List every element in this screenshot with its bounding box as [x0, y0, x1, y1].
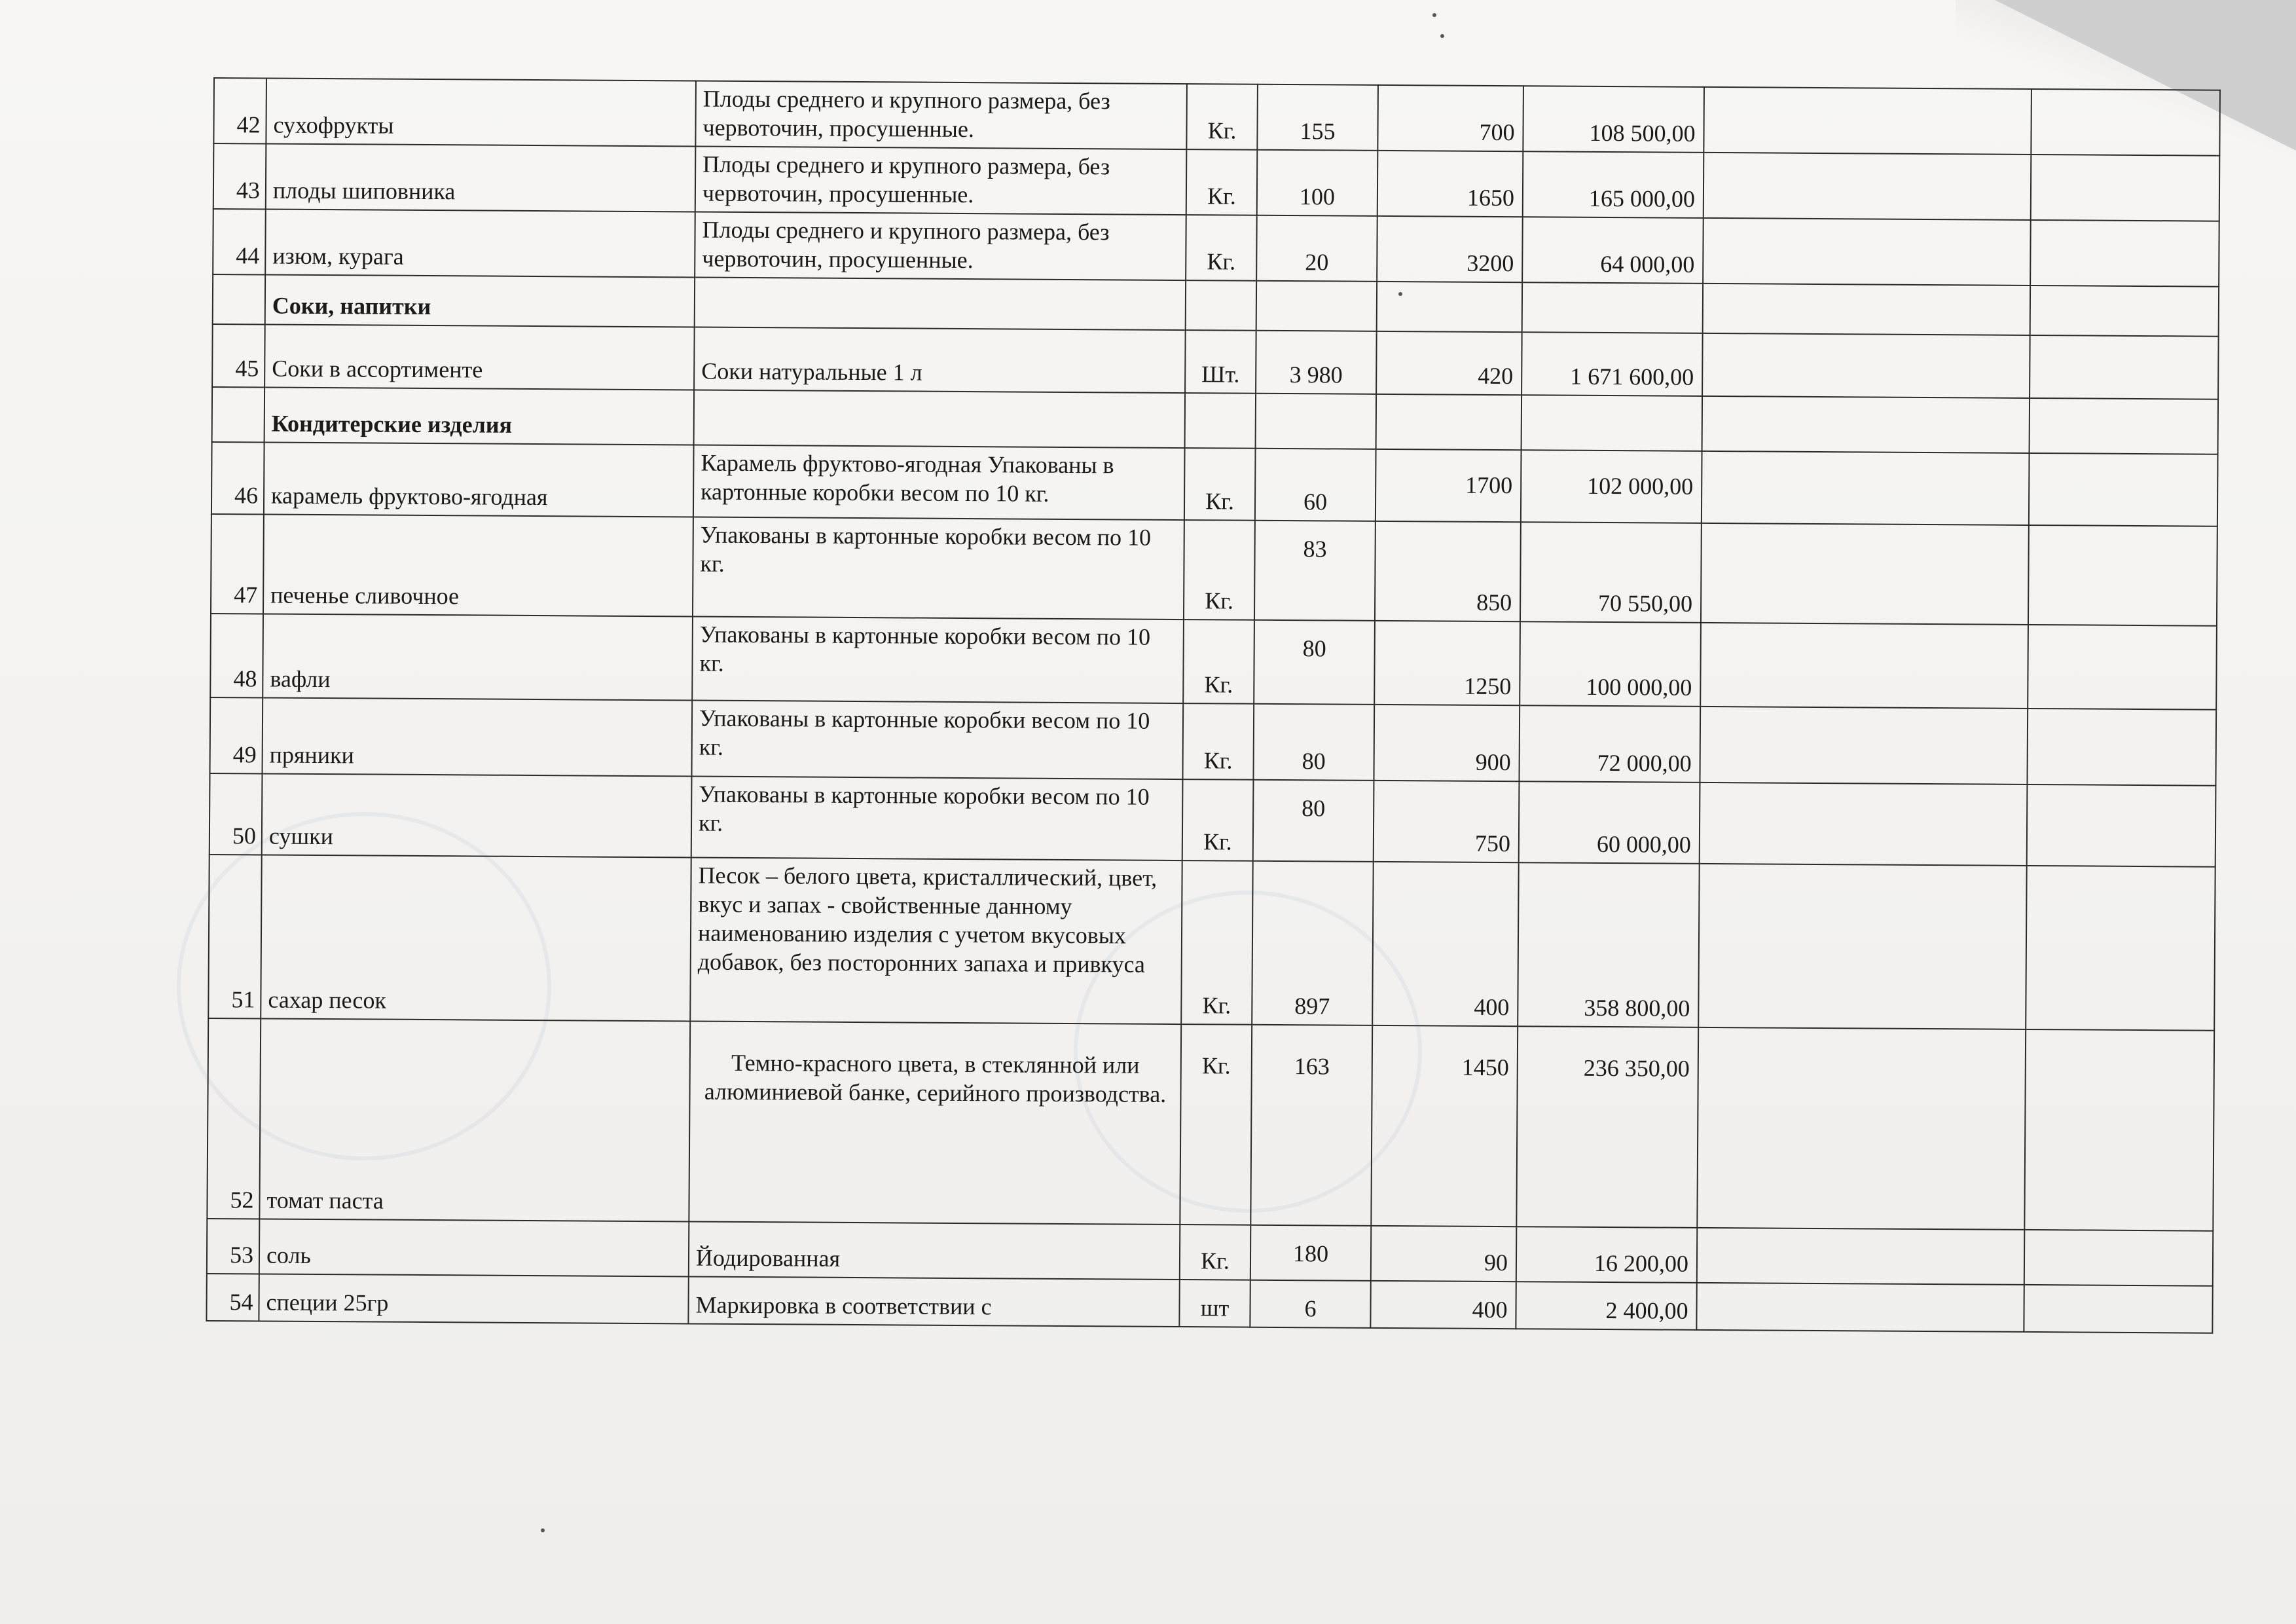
total-sum-cell: 100 000,00	[1520, 621, 1701, 707]
quantity-cell: 20	[1256, 215, 1377, 282]
product-name-cell: сахар песок	[261, 855, 691, 1021]
product-name-cell: печенье сливочное	[263, 514, 693, 616]
product-name-cell: вафли	[263, 614, 693, 700]
product-name-cell: томат паста	[259, 1018, 690, 1221]
empty-cell	[2027, 709, 2216, 786]
empty-cell	[2031, 155, 2220, 221]
row-number-cell	[212, 387, 265, 442]
product-name-cell: изюм, курага	[265, 209, 695, 277]
empty-cell	[1704, 153, 2032, 220]
empty-cell	[1702, 333, 2030, 398]
empty-cell	[2024, 1285, 2212, 1333]
empty-cell	[1186, 280, 1256, 331]
row-number-cell: 47	[211, 514, 264, 614]
table-row	[211, 442, 2218, 526]
product-name-cell: сухофрукты	[266, 78, 696, 146]
row-number-cell: 46	[211, 442, 264, 514]
total-sum-cell: 64 000,00	[1522, 217, 1704, 284]
total-sum-cell: 1 671 600,00	[1522, 332, 1703, 396]
row-number-cell	[213, 274, 265, 324]
quantity-cell: 80	[1253, 704, 1374, 781]
quantity-cell: 897	[1252, 861, 1374, 1025]
table-row	[213, 143, 2220, 221]
price-cell: 1700	[1376, 449, 1522, 522]
empty-cell	[1522, 282, 1703, 333]
price-cell: 3200	[1377, 216, 1523, 282]
unit-cell: Кг.	[1186, 149, 1258, 215]
unit-cell: Кг.	[1180, 1024, 1252, 1225]
table-row	[213, 209, 2219, 287]
empty-cell	[2030, 220, 2219, 287]
row-number-cell: 52	[207, 1018, 261, 1219]
price-cell: 400	[1370, 1281, 1516, 1329]
unit-cell: Кг.	[1184, 448, 1256, 521]
empty-cell	[1697, 1027, 2026, 1230]
product-name-cell: соль	[259, 1219, 689, 1276]
empty-cell	[2028, 525, 2217, 626]
total-sum-cell: 165 000,00	[1523, 151, 1704, 218]
price-cell: 90	[1371, 1226, 1517, 1282]
empty-cell	[1700, 783, 2028, 866]
empty-cell	[2024, 1230, 2214, 1286]
row-number-cell: 42	[213, 78, 266, 143]
unit-cell: Кг.	[1186, 215, 1257, 281]
quantity-cell: 6	[1250, 1280, 1370, 1328]
empty-cell	[1703, 284, 2030, 335]
empty-cell	[2030, 335, 2219, 399]
empty-cell	[1704, 87, 2032, 155]
product-description-cell: Упакованы в картонные коробки весом по 10 кг.	[692, 616, 1184, 703]
section-title: Кондитерские изделия	[264, 387, 695, 445]
row-number-cell: 51	[208, 855, 262, 1018]
unit-cell: Кг.	[1182, 779, 1254, 861]
row-number-cell: 45	[212, 324, 265, 387]
section-title: Соки, напитки	[265, 274, 695, 327]
product-name-cell: сушки	[262, 773, 692, 857]
total-sum-cell: 72 000,00	[1519, 705, 1700, 783]
row-number-cell: 44	[213, 209, 266, 274]
unit-cell: Кг.	[1186, 84, 1258, 150]
product-name-cell: карамель фруктово-ягодная	[264, 442, 694, 517]
unit-cell: Кг.	[1184, 520, 1255, 620]
empty-cell	[1377, 282, 1522, 332]
quantity-cell: 100	[1257, 150, 1378, 216]
table-row	[210, 773, 2216, 867]
empty-cell	[1697, 1228, 2025, 1285]
empty-cell	[1185, 393, 1256, 449]
empty-cell	[2030, 286, 2219, 337]
product-name-cell: пряники	[263, 697, 693, 776]
empty-cell	[694, 390, 1185, 448]
row-number-cell: 50	[210, 773, 263, 855]
empty-cell	[1700, 623, 2028, 709]
empty-cell	[1696, 1283, 2024, 1332]
product-name-cell: Соки в ассортименте	[264, 324, 695, 390]
unit-cell: шт	[1179, 1280, 1250, 1327]
empty-cell	[1700, 707, 2028, 784]
quantity-cell: 83	[1254, 521, 1376, 621]
total-sum-cell: 108 500,00	[1523, 86, 1704, 153]
total-sum-cell: 2 400,00	[1516, 1282, 1696, 1330]
total-sum-cell: 60 000,00	[1519, 781, 1700, 864]
empty-cell	[1703, 218, 2031, 286]
product-description-cell: Песок – белого цвета, кристаллический, цвет, вкус и запах - свойственные данному наименованию изделия с учетом вкусовых добавок, без посторонних запаха и привкуса	[690, 857, 1182, 1024]
quantity-cell: 3 980	[1256, 331, 1377, 394]
product-description-cell: Маркировка в соответствии с	[688, 1276, 1179, 1327]
empty-cell	[2031, 89, 2220, 156]
price-cell: 1250	[1374, 621, 1520, 705]
table-row	[207, 1018, 2214, 1231]
table-row	[210, 697, 2217, 786]
product-description-cell: Плоды среднего и крупного размера, без червоточин, просушенные.	[695, 147, 1187, 215]
empty-cell	[1698, 864, 2027, 1029]
table-row	[213, 78, 2220, 156]
empty-cell	[1702, 451, 2030, 525]
table-row	[211, 514, 2217, 626]
price-cell: 900	[1374, 705, 1520, 781]
price-cell: 1650	[1377, 151, 1523, 217]
price-cell: 1450	[1371, 1025, 1518, 1227]
product-description-cell: Упакованы в картонные коробки весом по 10 кг.	[691, 776, 1183, 860]
empty-cell	[2026, 866, 2215, 1031]
row-number-cell: 43	[213, 143, 266, 209]
price-cell: 850	[1375, 521, 1521, 621]
row-number-cell: 48	[210, 614, 263, 697]
quantity-cell: 60	[1255, 449, 1376, 521]
empty-cell	[2027, 784, 2216, 867]
total-sum-cell: 358 800,00	[1518, 862, 1700, 1027]
unit-cell: Кг.	[1182, 703, 1254, 780]
total-sum-cell: 102 000,00	[1521, 450, 1702, 523]
quantity-cell: 80	[1254, 620, 1375, 705]
unit-cell: Шт.	[1185, 330, 1256, 394]
product-description-cell: Йодированная	[689, 1221, 1180, 1280]
unit-cell: Кг.	[1181, 860, 1253, 1025]
empty-cell	[2028, 625, 2217, 710]
empty-cell	[2029, 453, 2218, 526]
product-specification-table	[206, 77, 2221, 1334]
total-sum-cell: 16 200,00	[1516, 1227, 1698, 1283]
empty-cell	[1701, 523, 2029, 625]
product-description-cell: Соки натуральные 1 л	[694, 327, 1186, 393]
table-row	[212, 324, 2219, 399]
scan-speck	[1440, 34, 1444, 38]
price-cell: 700	[1377, 85, 1523, 151]
empty-cell	[1522, 395, 1703, 451]
row-number-cell: 53	[207, 1219, 260, 1274]
price-cell: 400	[1372, 862, 1519, 1026]
empty-cell	[2024, 1029, 2214, 1231]
unit-cell: Кг.	[1183, 619, 1254, 704]
product-description-cell: Упакованы в картонные коробки весом по 10 кг.	[691, 700, 1183, 779]
total-sum-cell: 236 350,00	[1516, 1026, 1698, 1228]
product-description-cell: Темно-красного цвета, в стеклянной или алюминиевой банке, серийного производства.	[689, 1021, 1181, 1225]
total-sum-cell: 70 550,00	[1520, 522, 1702, 623]
row-number-cell: 49	[210, 697, 263, 773]
empty-cell	[695, 277, 1186, 330]
product-description-cell: Плоды среднего и крупного размера, без червоточин, просушенные.	[695, 81, 1187, 150]
quantity-cell: 163	[1250, 1025, 1372, 1226]
empty-cell	[1376, 394, 1522, 450]
empty-cell	[1256, 394, 1377, 449]
table-row	[208, 855, 2215, 1031]
scan-speck	[541, 1528, 545, 1532]
product-name-cell: плоды шиповника	[266, 143, 696, 212]
empty-cell	[1256, 281, 1377, 331]
price-cell: 750	[1374, 781, 1520, 862]
unit-cell: Кг.	[1180, 1225, 1251, 1280]
product-name-cell: специи 25гр	[259, 1274, 688, 1323]
price-cell: 420	[1376, 331, 1522, 395]
quantity-cell: 80	[1253, 780, 1374, 862]
empty-cell	[2030, 398, 2219, 454]
product-description-cell: Плоды среднего и крупного размера, без червоточин, просушенные.	[695, 212, 1186, 280]
row-number-cell: 54	[206, 1274, 259, 1321]
scan-speck	[1432, 13, 1436, 17]
product-description-cell: Карамель фруктово-ягодная Упакованы в картонные коробки весом по 10 кг.	[693, 445, 1185, 520]
quantity-cell: 180	[1250, 1225, 1372, 1281]
empty-cell	[1702, 396, 2030, 453]
product-description-cell: Упакованы в картонные коробки весом по 10 кг.	[693, 517, 1184, 619]
quantity-cell: 155	[1257, 84, 1378, 151]
document-sheet	[206, 77, 2219, 1334]
table-row	[210, 614, 2217, 710]
